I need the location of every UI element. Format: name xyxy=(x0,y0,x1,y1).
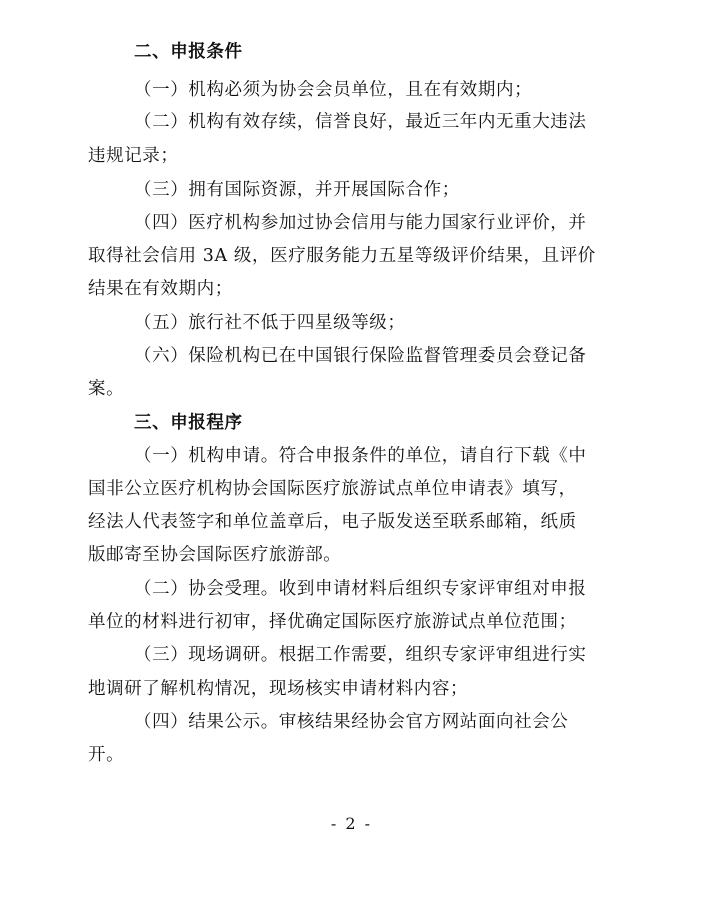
page-number: - 2 - xyxy=(330,814,373,833)
procedure-item-4-line-1: （四）结果公示。审核结果经协会官方网站面向社会公 xyxy=(134,712,569,732)
procedure-item-4-line-2: 开。 xyxy=(88,745,125,765)
condition-item-2-line-1: （二）机构有效存续，信誉良好，最近三年内无重大违法 xyxy=(134,112,587,132)
condition-item-4-line-2: 取得社会信用 3A 级，医疗服务能力五星等级评价结果，且评价 xyxy=(88,246,596,266)
condition-item-1: （一）机构必须为协会会员单位，且在有效期内； xyxy=(134,80,533,100)
procedure-item-3-line-1: （三）现场调研。根据工作需要，组织专家评审组进行实 xyxy=(134,645,587,665)
procedure-item-2-line-1: （二）协会受理。收到申请材料后组织专家评审组对申报 xyxy=(134,579,587,599)
procedure-item-2-line-2: 单位的材料进行初审，择优确定国际医疗旅游试点单位范围； xyxy=(88,612,577,632)
section-heading-conditions: 二、申报条件 xyxy=(134,42,243,62)
procedure-item-1-line-3: 经法人代表签字和单位盖章后，电子版发送至联系邮箱，纸质 xyxy=(88,512,577,532)
condition-item-4-line-1: （四）医疗机构参加过协会信用与能力国家行业评价，并 xyxy=(134,213,587,233)
procedure-item-1-line-1: （一）机构申请。符合申报条件的单位，请自行下载《中 xyxy=(134,446,587,466)
condition-item-2-line-2: 违规记录； xyxy=(88,146,179,166)
condition-item-6-line-2: 案。 xyxy=(88,379,125,399)
condition-item-4-line-3: 结果在有效期内； xyxy=(88,279,233,299)
condition-item-3: （三）拥有国际资源，并开展国际合作； xyxy=(134,180,460,200)
procedure-item-1-line-4: 版邮寄至协会国际医疗旅游部。 xyxy=(88,545,342,565)
section-heading-procedure: 三、申报程序 xyxy=(134,413,243,433)
condition-item-6-line-1: （六）保险机构已在中国银行保险监督管理委员会登记备 xyxy=(134,346,587,366)
procedure-item-1-line-2: 国非公立医疗机构协会国际医疗旅游试点单位申请表》填写， xyxy=(88,479,577,499)
condition-item-5: （五）旅行社不低于四星级等级； xyxy=(134,313,406,333)
procedure-item-3-line-2: 地调研了解机构情况，现场核实申请材料内容； xyxy=(88,679,469,699)
